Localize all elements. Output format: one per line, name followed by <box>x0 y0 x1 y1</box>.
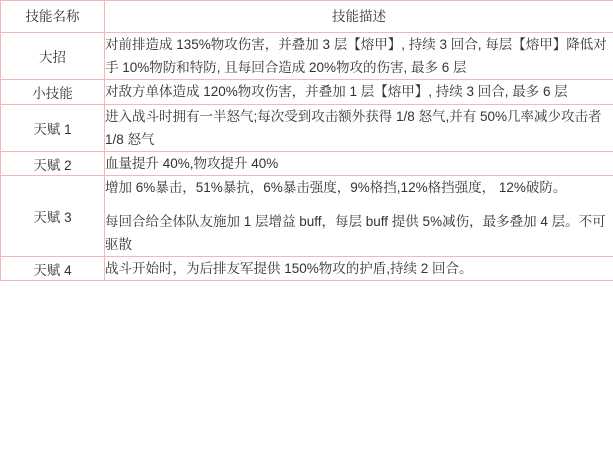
table-row <box>1 33 613 80</box>
column-header-skill-description: 技能描述 <box>105 1 613 33</box>
table-row <box>1 152 613 176</box>
description-paragraph: 对前排造成 135%物攻伤害，并叠加 3 层【熔甲】, 持续 3 回合, 每层【熔甲】降低对手 10%物防和特防, 且每回合造成 20%物攻的伤害, 最多 6 层 <box>105 37 607 76</box>
description-paragraph: 对敌方单体造成 120%物攻伤害，并叠加 1 层【熔甲】, 持续 3 回合, 最多 6 层 <box>105 84 568 100</box>
skill-name-talent-3: 天赋 3 <box>1 176 105 257</box>
skill-name-talent-4: 天赋 4 <box>1 256 105 280</box>
skill-description-ultimate <box>105 33 613 80</box>
table-row <box>1 256 613 280</box>
skill-description-talent-4 <box>105 256 613 280</box>
table-header-row <box>1 1 613 33</box>
skill-description-talent-3 <box>105 176 613 257</box>
table-row <box>1 176 613 257</box>
skill-description-minor <box>105 80 613 104</box>
description-paragraph: 每回合给全体队友施加 1 层增益 buff，每层 buff 提供 5%减伤，最多叠加 4 层。不可驱散 <box>105 213 606 252</box>
skill-name-ultimate: 大招 <box>1 33 105 80</box>
description-paragraph: 增加 6%暴击，51%暴抗，6%暴击强度，9%格挡,12%格挡强度， 12%破防。 <box>105 180 567 196</box>
skill-name-minor: 小技能 <box>1 80 105 104</box>
skill-description-talent-2 <box>105 152 613 176</box>
table-row <box>1 80 613 104</box>
skill-name-talent-1: 天赋 1 <box>1 104 105 151</box>
column-header-skill-name: 技能名称 <box>1 1 105 33</box>
table-row <box>1 104 613 151</box>
table-header <box>1 1 613 33</box>
description-paragraph: 进入战斗时拥有一半怒气;每次受到攻击额外获得 1/8 怒气,并有 50%几率减少攻击者 1/8 怒气 <box>105 108 602 147</box>
skill-name-talent-2: 天赋 2 <box>1 152 105 176</box>
table-body <box>1 33 613 281</box>
description-paragraph: 战斗开始时，为后排友军提供 150%物攻的护盾,持续 2 回合。 <box>105 260 473 276</box>
description-paragraph: 血量提升 40%,物攻提升 40% <box>105 156 279 172</box>
skill-description-talent-1 <box>105 104 613 151</box>
